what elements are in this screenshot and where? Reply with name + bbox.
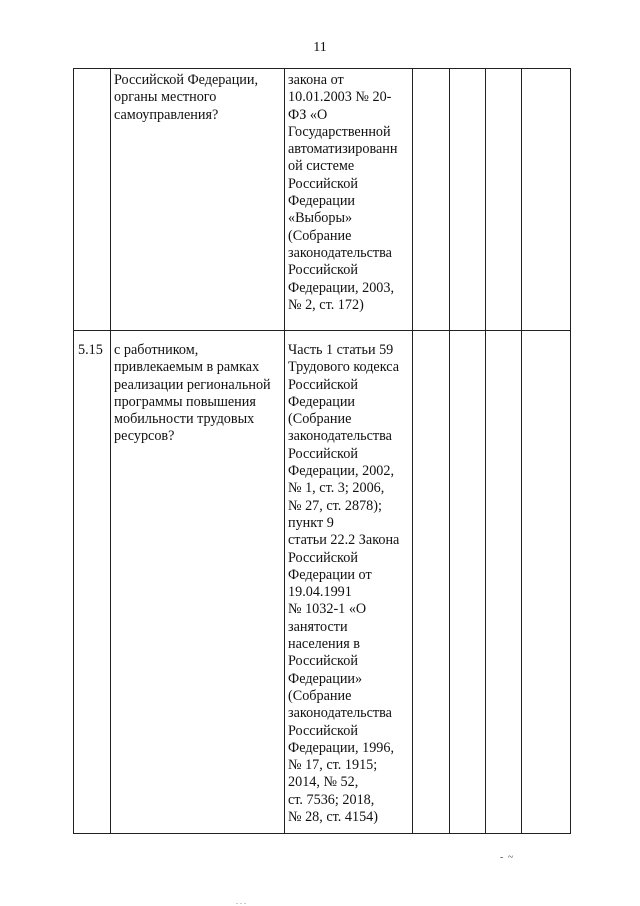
question-cell: Российской Федерации, органы местного самоуправления? [111,69,285,331]
scan-mark-bottom: . . . [236,897,246,906]
answer-no-cell [450,331,486,834]
answer-yes-cell [413,331,450,834]
not-applicable-cell [486,69,522,331]
answer-no-cell [450,69,486,331]
note-cell [522,331,571,834]
scan-mark: - ~ [500,852,515,863]
note-cell [522,69,571,331]
table-row [74,331,571,834]
legal-basis-cell: закона от 10.01.2003 № 20- ФЗ «О Государственной автоматизированн ой системе Российской Федерации «Выборы» (Собрание законодательства Российской Федерации, 2003, № 2, ст. 172) [285,69,413,331]
answer-yes-cell [413,69,450,331]
page-number: 11 [313,40,327,55]
row-number-cell [74,69,111,331]
table-row [74,69,571,331]
row-number-cell: 5.15 [74,331,111,834]
checklist-table [73,68,571,834]
not-applicable-cell [486,331,522,834]
legal-basis-cell: Часть 1 статьи 59 Трудового кодекса Российской Федерации (Собрание законодательства Российской Федерации, 2002, № 1, ст. 3; 2006, № 27, ст. 2878); пункт 9 статьи 22.2 Закона Российской Федерации от 19.04.1991 № 1032-1 «О занятости населения в Российской Федерации» (Собрание законодательства Российской Федерации, 1996, № 17, ст. 1915; 2014, № 52, ст. 7536; 2018, № 28, ст. 4154) [285,331,413,834]
question-cell: с работником, привлекаемым в рамках реализации региональной программы повышения мобильности трудовых ресурсов? [111,331,285,834]
